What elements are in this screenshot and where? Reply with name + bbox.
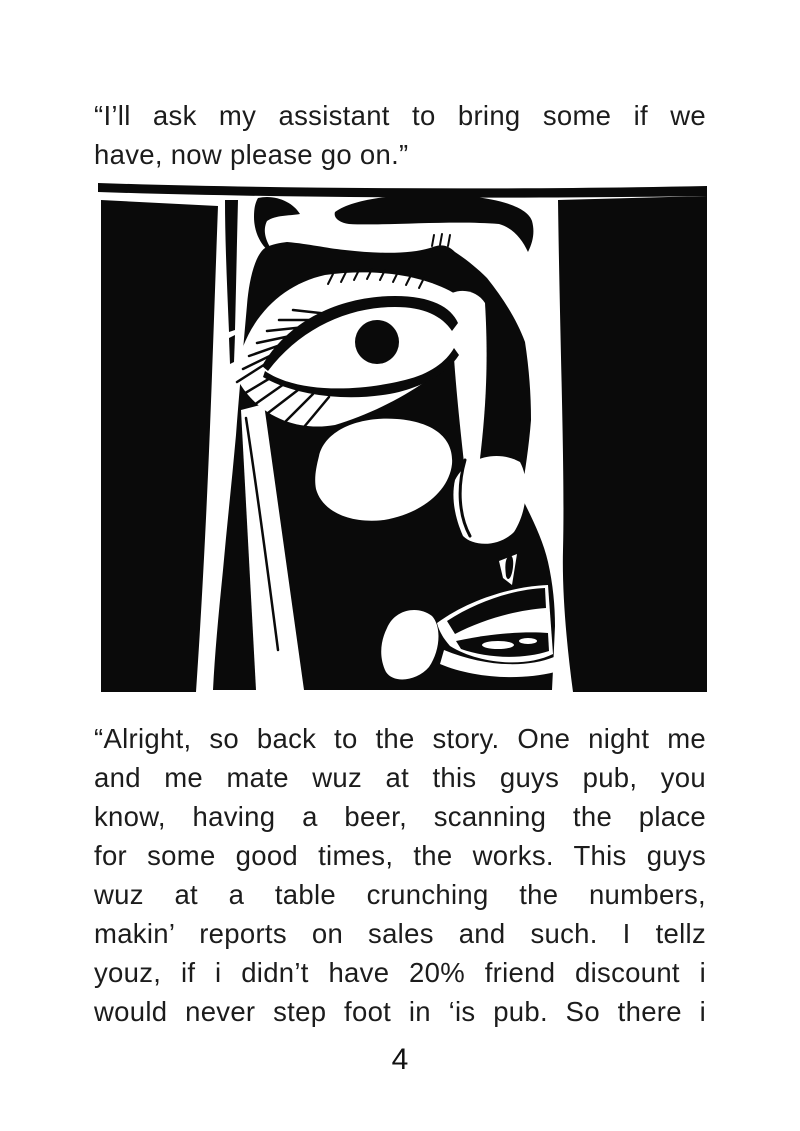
dialogue-line: would never step foot in ‘is pub. So there i — [94, 996, 706, 1027]
dialogue-line: “Alright, so back to the story. One night me — [94, 723, 706, 754]
dialogue-line: and me mate wuz at this guys pub, you — [94, 762, 706, 793]
eyebrow — [335, 195, 534, 252]
dialogue-line: makin’ reports on sales and such. I tellz — [94, 918, 706, 949]
dialogue-line: “I’ll ask my assistant to bring some if we — [94, 100, 706, 131]
eye-pupil — [355, 320, 399, 364]
hair-wedge-sliver — [229, 335, 235, 364]
panel-top-bar — [98, 183, 707, 198]
page-number: 4 — [391, 1043, 409, 1076]
left-pillar — [101, 200, 218, 692]
right-pillar — [558, 196, 707, 692]
dialogue-top-paragraph — [94, 96, 706, 174]
dialogue-line: youz, if i didn’t have 20% friend discount i — [94, 957, 706, 988]
dialogue-line: have, now please go on.” — [94, 139, 409, 170]
dialogue-line: wuz at a table crunching the numbers, — [94, 879, 706, 910]
comic-panel-illustration — [95, 180, 710, 696]
dialogue-bottom-paragraph — [94, 719, 706, 1031]
hair-wedge-spike — [225, 200, 238, 332]
dialogue-line: for some good times, the works. This guys — [94, 840, 706, 871]
dialogue-line: know, having a beer, scanning the place — [94, 801, 706, 832]
